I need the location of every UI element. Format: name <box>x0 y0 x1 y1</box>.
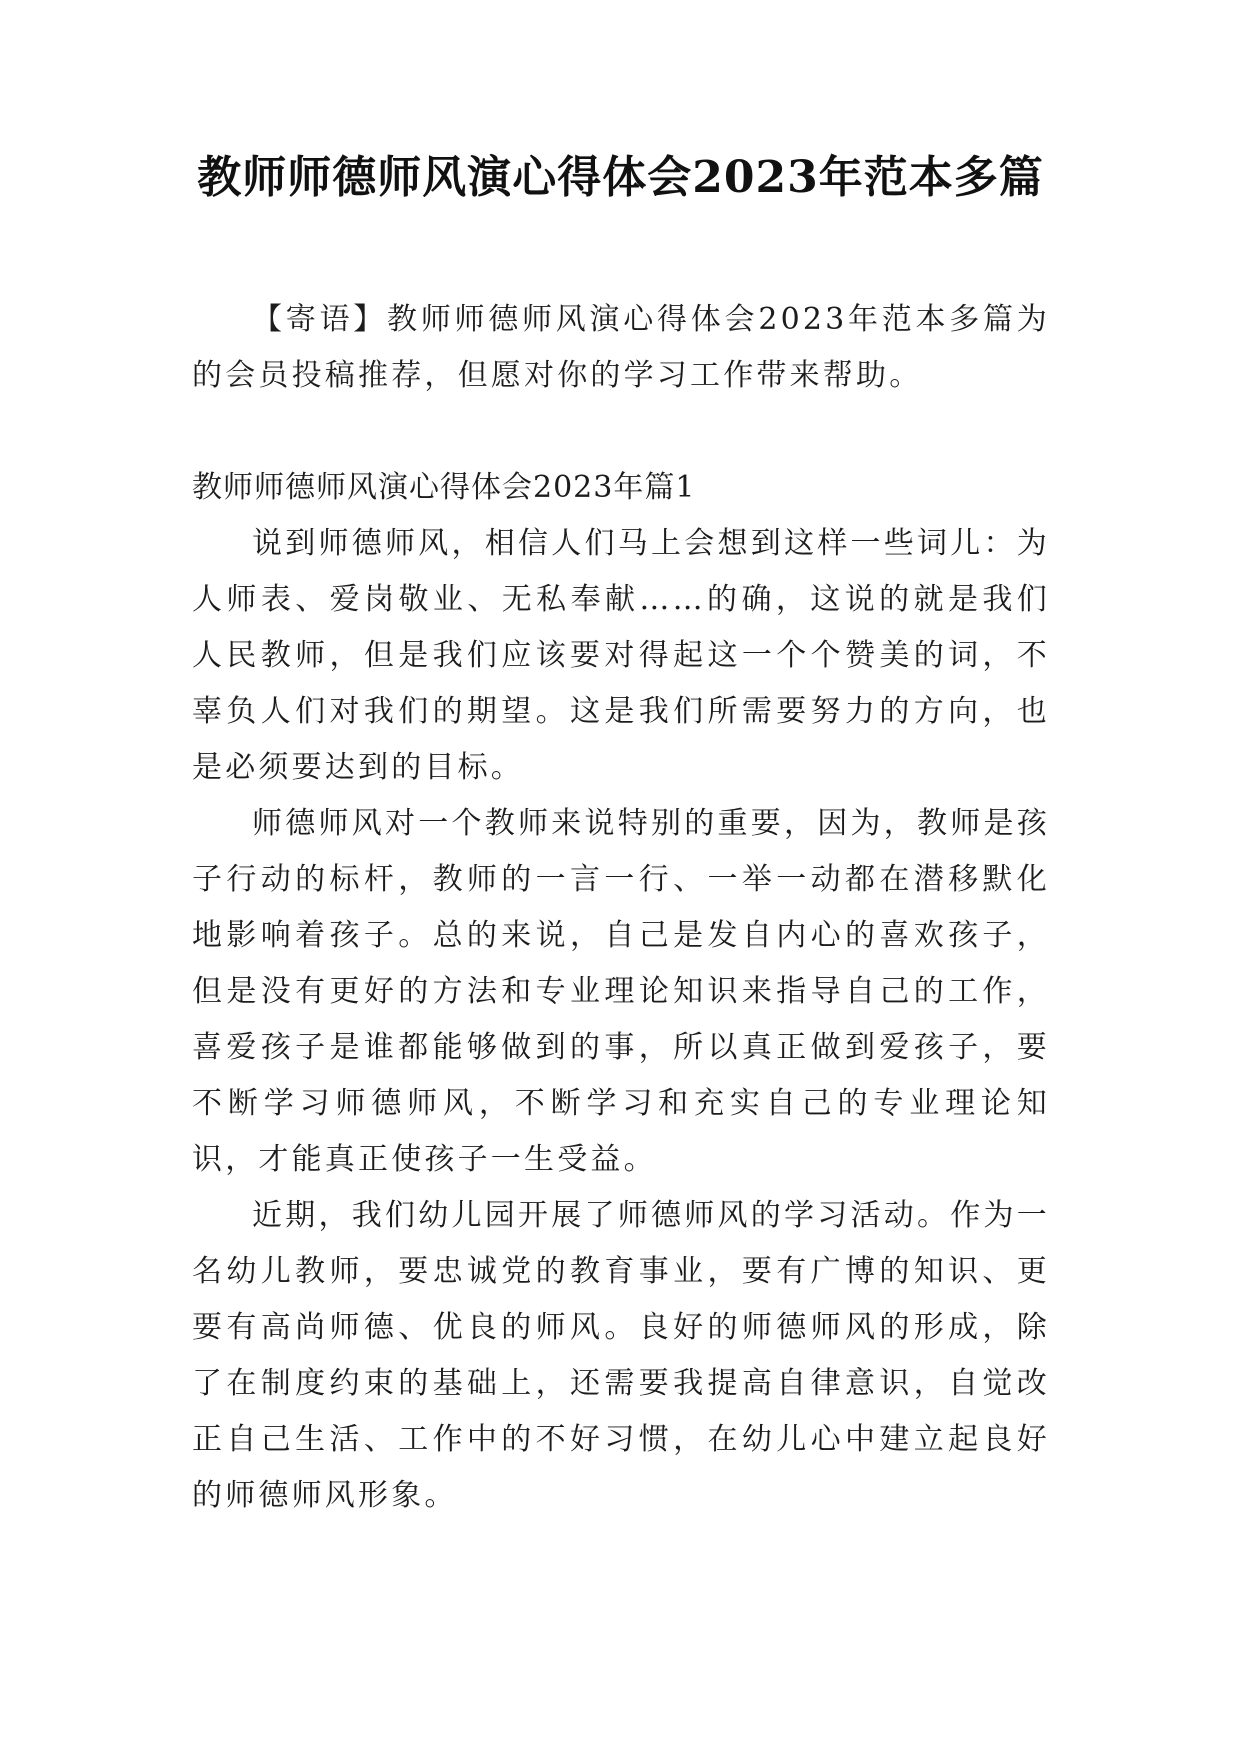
section-heading: 教师师德师风演心得体会2023年篇1 <box>192 470 696 505</box>
section-1 <box>192 460 1050 1524</box>
document-title: 教师师德师风演心得体会2023年范本多篇 <box>197 152 1044 203</box>
body-paragraph-2: 师德师风对一个教师来说特别的重要，因为，教师是孩子行动的标杆，教师的一言一行、一举一动都在潜移默化地影响着孩子。总的来说，自己是发自内心的喜欢孩子，但是没有更好的方法和专业理论知识来指导自己的工作，喜爱孩子是谁都能够做到的事，所以真正做到爱孩子，要不断学习师德师风，不断学习和充实自己的专业理论知识，才能真正使孩子一生受益。 <box>192 806 1050 1177</box>
intro-block <box>192 292 1050 404</box>
body-paragraph-3: 近期，我们幼儿园开展了师德师风的学习活动。作为一名幼儿教师，要忠诚党的教育事业，要有广博的知识、更要有高尚师德、优良的师风。良好的师德师风的形成，除了在制度约束的基础上，还需要我提高自律意识，自觉改正自己生活、工作中的不好习惯，在幼儿心中建立起良好的师德师风形象。 <box>192 1198 1050 1513</box>
body-paragraph-1: 说到师德师风，相信人们马上会想到这样一些词儿：为人师表、爱岗敬业、无私奉献……的确，这说的就是我们人民教师，但是我们应该要对得起这一个个赞美的词，不辜负人们对我们的期望。这是我们所需要努力的方向，也是必须要达到的目标。 <box>192 526 1050 785</box>
intro-paragraph: 【寄语】教师师德师风演心得体会2023年范本多篇为的会员投稿推荐，但愿对你的学习工作带来帮助。 <box>192 302 1050 393</box>
